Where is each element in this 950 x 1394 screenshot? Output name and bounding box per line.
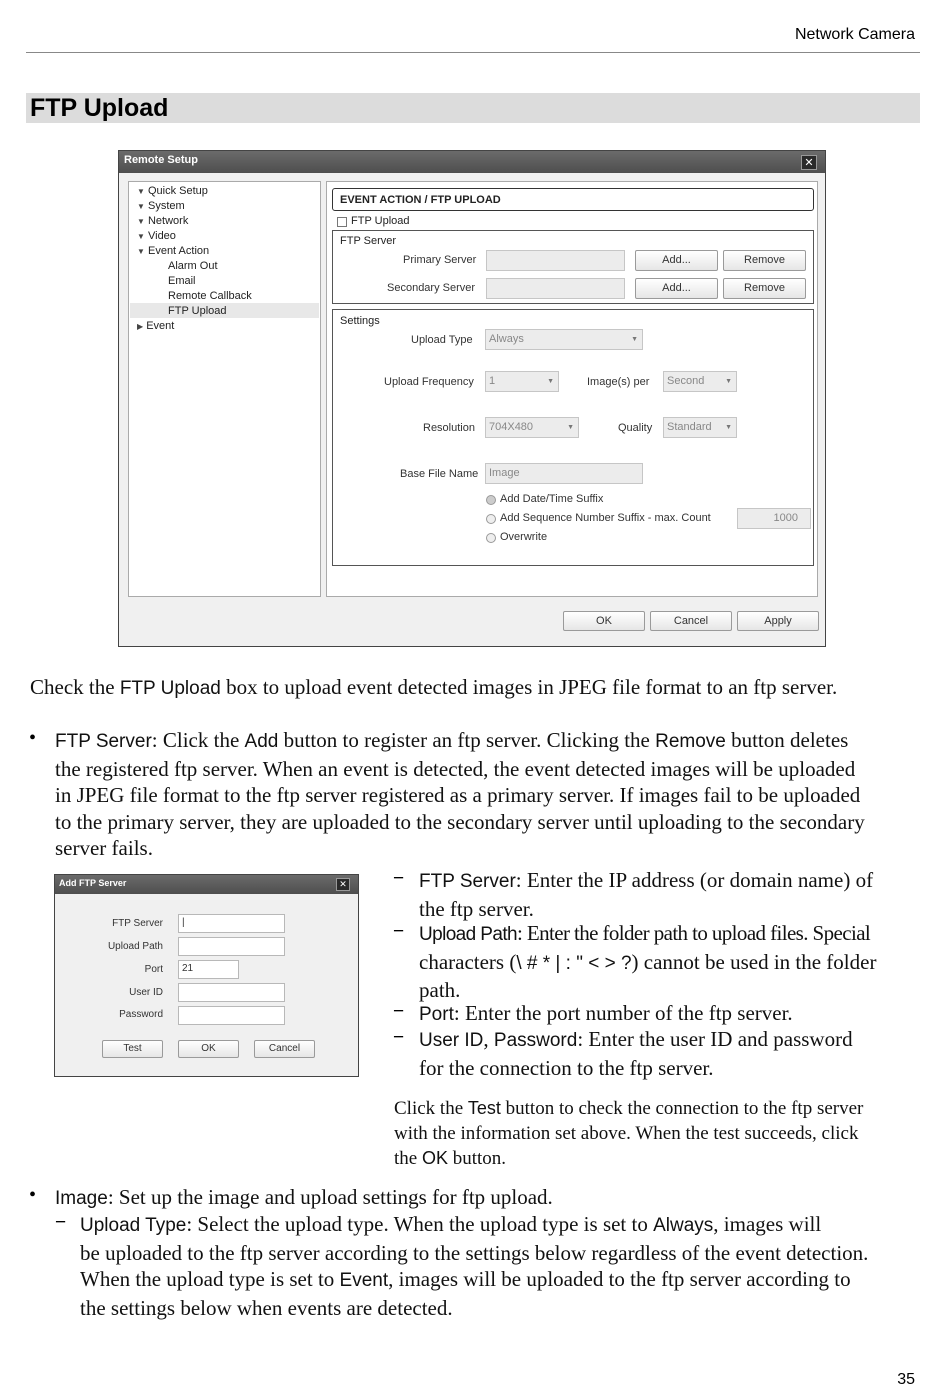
- expand-triangle-icon: ▼: [137, 202, 145, 211]
- ftp-server-group: [332, 230, 814, 304]
- header-rule: [26, 52, 920, 53]
- dash-icon: −: [393, 921, 405, 942]
- dropdown-arrow-icon: ▼: [725, 424, 732, 431]
- password-input[interactable]: [178, 1006, 285, 1025]
- secondary-server-field[interactable]: [486, 278, 625, 299]
- tree-item-network[interactable]: ▼ Network: [137, 215, 189, 227]
- upload-type-select[interactable]: Always ▼: [485, 329, 643, 350]
- secondary-remove-button[interactable]: Remove: [723, 278, 806, 299]
- quality-select[interactable]: Standard ▼: [663, 417, 737, 438]
- images-per-select[interactable]: Second ▼: [663, 371, 737, 392]
- window-title: Remote Setup: [124, 154, 198, 166]
- dash-icon: −: [393, 1027, 405, 1048]
- expand-triangle-icon: ▼: [137, 232, 145, 241]
- tree-item-email[interactable]: Email: [168, 275, 196, 287]
- bullet-image: Image: Set up the image and upload settings for ftp upload.: [55, 1185, 553, 1209]
- dropdown-arrow-icon: ▼: [547, 378, 554, 385]
- secondary-server-label: Secondary Server: [387, 282, 476, 294]
- primary-server-label: Primary Server: [403, 254, 477, 266]
- subitem-port: Port: Enter the port number of the ftp server.: [419, 1001, 793, 1025]
- ftp-server-group-title: FTP Server: [340, 235, 397, 247]
- dialog-ok-button[interactable]: OK: [178, 1040, 239, 1058]
- user-id-input[interactable]: [178, 983, 285, 1002]
- tree-item-quick-setup[interactable]: ▼ Quick Setup: [137, 185, 208, 197]
- quality-label: Quality: [618, 422, 653, 434]
- running-header: Network Camera: [794, 26, 915, 43]
- dropdown-arrow-icon: ▼: [631, 336, 638, 343]
- dropdown-arrow-icon: ▼: [725, 378, 732, 385]
- secondary-add-button[interactable]: Add...: [635, 278, 718, 299]
- expand-triangle-icon: ▼: [137, 187, 145, 196]
- images-per-label: Image(s) per: [587, 376, 650, 388]
- content-panel: [326, 181, 818, 597]
- settings-group: [332, 309, 814, 566]
- intro-paragraph: Check the FTP Upload box to upload event detected images in JPEG file format to an ftp server.: [30, 675, 838, 699]
- dialog-cancel-button[interactable]: Cancel: [254, 1040, 315, 1058]
- base-file-name-label: Base File Name: [400, 468, 479, 480]
- dialog-titlebar: [55, 875, 358, 894]
- dash-icon: −: [55, 1212, 67, 1233]
- sequence-suffix-label: Add Sequence Number Suffix - max. Count: [500, 512, 711, 524]
- tree-item-remote-callback[interactable]: Remote Callback: [168, 290, 252, 302]
- dash-icon: −: [393, 868, 405, 889]
- overwrite-radio[interactable]: [486, 533, 496, 543]
- ftp-upload-checkbox-label: FTP Upload: [351, 215, 410, 227]
- remote-setup-window: [118, 150, 826, 647]
- bullet-icon: •: [29, 1184, 37, 1206]
- section-title: FTP Upload: [30, 94, 169, 122]
- tree-item-alarm-out[interactable]: Alarm Out: [168, 260, 218, 272]
- primary-remove-button[interactable]: Remove: [723, 250, 806, 271]
- expand-triangle-icon: ▼: [137, 247, 145, 256]
- dialog-title: Add FTP Server: [59, 878, 127, 888]
- user-id-label: User ID: [129, 987, 163, 998]
- window-titlebar: [119, 151, 825, 173]
- date-time-suffix-radio[interactable]: [486, 495, 496, 505]
- close-icon[interactable]: ✕: [801, 155, 817, 170]
- primary-add-button[interactable]: Add...: [635, 250, 718, 271]
- date-time-suffix-label: Add Date/Time Suffix: [500, 493, 604, 505]
- ftp-server-input[interactable]: |: [178, 914, 285, 933]
- tree-item-video[interactable]: ▼ Video: [137, 230, 176, 242]
- tree-panel: [128, 181, 321, 597]
- subitem-user-id-password: User ID, Password: Enter the user ID and password for the connection to the ftp server.: [419, 1027, 853, 1080]
- upload-path-input[interactable]: [178, 937, 285, 956]
- add-ftp-server-dialog: [54, 874, 359, 1077]
- password-label: Password: [119, 1009, 163, 1020]
- cancel-button[interactable]: Cancel: [650, 611, 732, 631]
- tree-item-ftp-upload[interactable]: FTP Upload: [168, 305, 227, 317]
- dropdown-arrow-icon: ▼: [567, 424, 574, 431]
- resolution-label: Resolution: [423, 422, 475, 434]
- max-count-field[interactable]: 1000: [737, 508, 811, 529]
- upload-path-label: Upload Path: [107, 941, 163, 952]
- port-input[interactable]: 21: [178, 960, 239, 979]
- test-note: Click the Test button to check the connection to the ftp server with the information set above. When the test succeeds, click the OK button.: [394, 1098, 864, 1169]
- panel-title-box: [332, 188, 814, 211]
- test-button[interactable]: Test: [102, 1040, 163, 1058]
- upload-type-label: Upload Type: [411, 334, 473, 346]
- bullet-icon: •: [29, 727, 37, 749]
- settings-group-title: Settings: [340, 315, 380, 327]
- page-number: 35: [897, 1371, 915, 1388]
- resolution-select[interactable]: 704X480 ▼: [485, 417, 579, 438]
- collapse-triangle-icon: ▶: [137, 322, 144, 331]
- tree-item-system[interactable]: ▼ System: [137, 200, 185, 212]
- ok-button[interactable]: OK: [563, 611, 645, 631]
- apply-button[interactable]: Apply: [737, 611, 819, 631]
- subitem-upload-path: Upload Path: Enter the folder path to upload files. Special characters (\ # * | : " < > ?) cannot be used in the folder path.: [419, 921, 877, 1002]
- tree-item-event[interactable]: ▶ Event: [137, 320, 175, 332]
- sequence-suffix-radio[interactable]: [486, 514, 496, 524]
- close-icon[interactable]: ✕: [336, 878, 350, 891]
- overwrite-label: Overwrite: [500, 531, 548, 543]
- subitem-upload-type: Upload Type: Select the upload type. When the upload type is set to Always, images will be uploaded to the ftp server according to the settings below regardless of the event detection. When the upload type is set to Event, images will be uploaded to the ftp server according to the settings below when events are detected.: [80, 1212, 869, 1320]
- subitem-ftp-server: FTP Server: Enter the IP address (or domain name) of the ftp server.: [419, 868, 874, 921]
- bullet-ftp-server: FTP Server: Click the Add button to register an ftp server. Clicking the Remove button deletes the registered ftp server. When an event is detected, the event detected images will be uploaded in JPEG file format to the ftp server registered as a primary server. If images fail to be uploaded to the primary server, they are uploaded to the secondary server until uploading to the secondary server fails.: [55, 728, 865, 860]
- tree-item-event-action[interactable]: ▼ Event Action: [137, 245, 210, 257]
- expand-triangle-icon: ▼: [137, 217, 145, 226]
- upload-frequency-select[interactable]: 1 ▼: [485, 371, 559, 392]
- panel-title: EVENT ACTION / FTP UPLOAD: [340, 194, 501, 206]
- upload-frequency-label: Upload Frequency: [384, 376, 474, 388]
- base-file-name-field[interactable]: Image: [485, 463, 643, 484]
- primary-server-field[interactable]: [486, 250, 625, 271]
- ftp-server-label: FTP Server: [112, 918, 163, 929]
- ftp-upload-checkbox[interactable]: [337, 217, 347, 227]
- dash-icon: −: [393, 1001, 405, 1022]
- port-label: Port: [144, 964, 163, 975]
